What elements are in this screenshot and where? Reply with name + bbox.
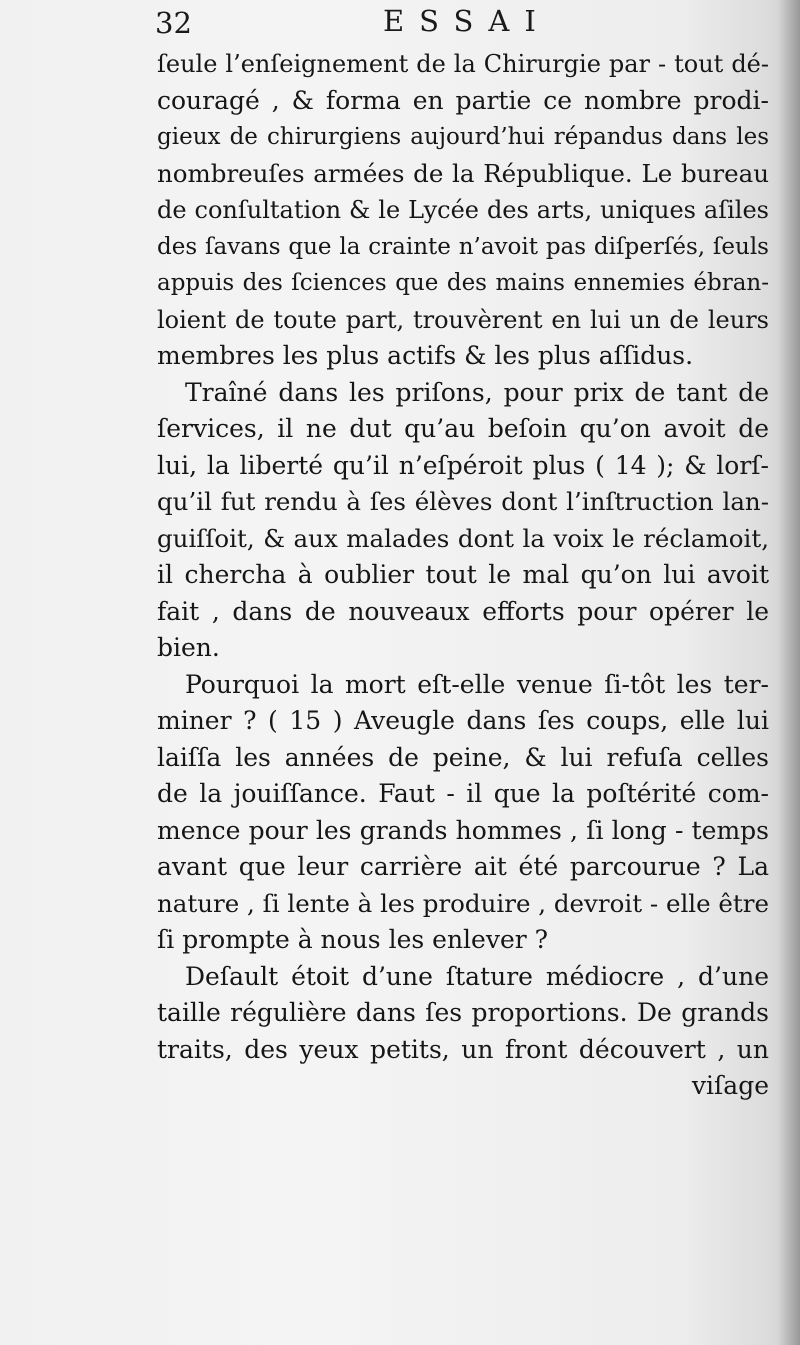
text-line: il chercha à oublier tout le mal qu’on lui avoit bbox=[157, 560, 769, 589]
text-line: de conſultation & le Lycée des arts, uniques aſiles bbox=[157, 196, 769, 224]
text-line: mence pour les grands hommes , ſi long - temps bbox=[157, 815, 769, 845]
text-line: lui, la liberté qu’il n’eſpéroit plus ( 14 ); & lorſ- bbox=[157, 450, 769, 480]
text-line: appuis des ſciences que des mains ennemies ébran- bbox=[157, 270, 769, 296]
text-line: ſeule l’enſeignement de la Chirurgie par - tout dé- bbox=[157, 50, 769, 78]
text-line: bien. bbox=[157, 633, 220, 662]
body-text bbox=[157, 46, 769, 1105]
page-edge-shadow bbox=[778, 0, 800, 1345]
page-header bbox=[155, 4, 767, 44]
text-line: loient de toute part, trouvèrent en lui un de leurs bbox=[157, 305, 769, 334]
text-line: membres les plus actifs & les plus aſſidus. bbox=[157, 341, 694, 370]
text-line: avant que leur carrière ait été parcourue ? La bbox=[157, 852, 769, 881]
text-line: gieux de chirurgiens aujourd’hui répandus dans les bbox=[157, 124, 769, 150]
text-line: ſi prompte à nous les enlever ? bbox=[157, 925, 549, 954]
text-line: qu’il fut rendu à ſes élèves dont l’inſtruction lan- bbox=[157, 487, 769, 516]
text-line: guiſſoit, & aux malades dont la voix le réclamoit, bbox=[157, 523, 769, 553]
running-title: ESSAI bbox=[383, 4, 551, 38]
text-line: laiſſa les années de peine, & lui refuſa celles bbox=[157, 742, 769, 772]
text-line: des ſavans que la crainte n’avoit pas diſperſés, ſeuls bbox=[157, 233, 769, 260]
text-line: taille régulière dans ſes proportions. De grands bbox=[157, 998, 769, 1027]
text-line: de la jouiſſance. Faut - il que la poſtérité com- bbox=[157, 779, 769, 808]
text-line: couragé , & forma en partie ce nombre prodi- bbox=[157, 85, 769, 115]
catchword: viſage bbox=[691, 1071, 769, 1100]
text-line: Pourquoi la mort eſt-elle venue ſi-tôt les ter- bbox=[185, 669, 769, 699]
text-line: fait , dans de nouveaux efforts pour opérer le bbox=[157, 596, 769, 626]
page-number: 32 bbox=[155, 6, 192, 40]
text-line: Deſault étoit d’une ſtature médiocre , d’une bbox=[185, 961, 769, 991]
text-line: miner ? ( 15 ) Aveugle dans ſes coups, elle lui bbox=[157, 706, 769, 735]
text-line: nombreuſes armées de la République. Le bureau bbox=[157, 158, 769, 188]
text-line: nature , ſi lente à les produire , devroit - elle être bbox=[157, 888, 769, 918]
text-line: ſervices, il ne dut qu’au beſoin qu’on avoit de bbox=[157, 414, 769, 443]
text-line: Traîné dans les priſons, pour prix de tant de bbox=[185, 377, 769, 407]
text-line: traits, des yeux petits, un front découvert , un bbox=[157, 1034, 769, 1064]
